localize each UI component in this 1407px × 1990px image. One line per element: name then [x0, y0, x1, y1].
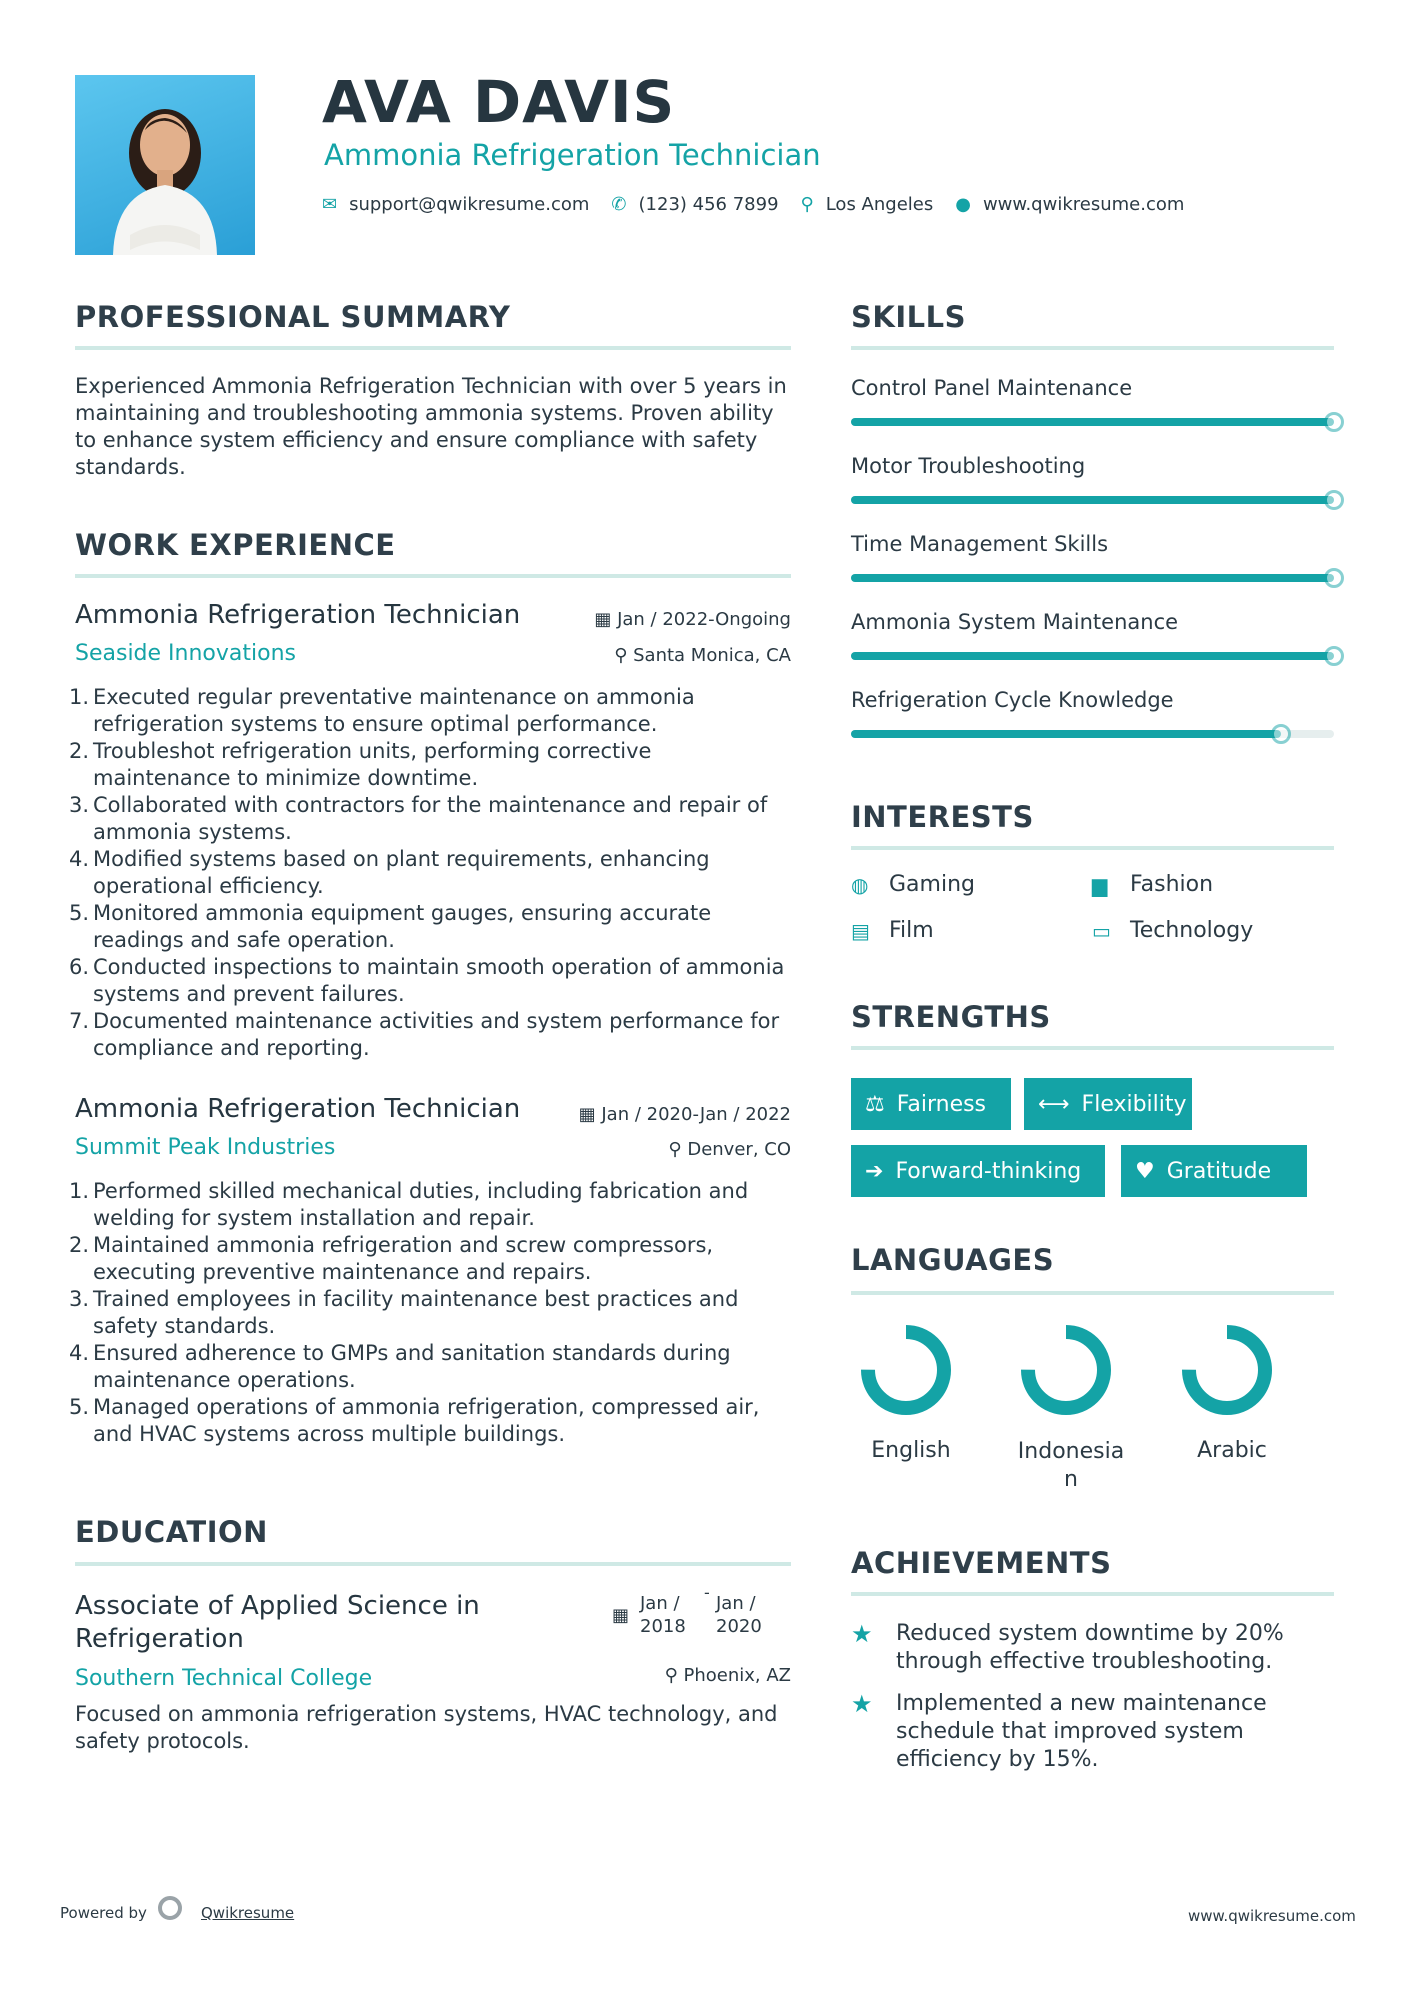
laptop-icon: ▭ [1092, 918, 1111, 943]
pushpin-icon: ⚲ [614, 645, 628, 666]
phone-text: (123) 456 7899 [638, 194, 779, 215]
achievement-item: Reduced system downtime by 20% through effective troubleshooting. [896, 1621, 1284, 1674]
job-bullets [69, 1178, 791, 1448]
list-item: 2. Maintained ammonia refrigeration and screw compressors, executing preventive maintenance and repairs. [69, 1233, 714, 1284]
achievements-divider [851, 1592, 1334, 1596]
skill-bar-knob [1324, 568, 1344, 588]
job-company: Summit Peak Industries [75, 1135, 336, 1160]
strength-chip-gratitude: ♥ Gratitude [1121, 1145, 1307, 1197]
education-location: ⚲ Phoenix, AZ [664, 1665, 791, 1686]
interest-film: ▤ Film [851, 918, 934, 943]
education-start-date: Jan / 2018 [640, 1593, 686, 1637]
job-bullets [69, 684, 791, 1062]
skill-bar-knob [1271, 724, 1291, 744]
star-icon: ★ [851, 1620, 873, 1648]
arrow-right-icon: ➔ [865, 1158, 884, 1184]
language-name: Arabic [1197, 1438, 1267, 1463]
list-item: 3. Collaborated with contractors for the maintenance and repair of ammonia systems. [69, 793, 768, 844]
list-item: 6. Conducted inspections to maintain smooth operation of ammonia systems and prevent failures. [69, 955, 785, 1006]
experience-divider [75, 574, 791, 578]
languages-divider [851, 1291, 1334, 1295]
language-ring [1018, 1322, 1114, 1418]
skill-bar-fill [851, 652, 1334, 660]
job-title: Ammonia Refrigeration Technician [75, 1094, 521, 1124]
location-text: Los Angeles [825, 194, 934, 215]
gamepad-icon: ◍ [851, 872, 869, 897]
brand-link[interactable]: Qwikresume [201, 1904, 295, 1922]
skill-name: Ammonia System Maintenance [851, 610, 1179, 634]
list-item: 4. Modified systems based on plant requirements, enhancing operational efficiency. [69, 847, 710, 898]
list-item: 4. Ensured adherence to GMPs and sanitation standards during maintenance operations. [69, 1341, 731, 1392]
skill-bar-fill [851, 496, 1334, 504]
language-name: English [871, 1438, 951, 1463]
pushpin-icon: ⚲ [668, 1139, 682, 1160]
powered-by-label: Powered by [60, 1904, 147, 1922]
list-item: 2. Troubleshot refrigeration units, performing corrective maintenance to minimize downtime. [69, 739, 652, 790]
strength-chip-flexibility: ⟷ Flexibility [1024, 1078, 1192, 1130]
skill-bar-fill [851, 418, 1334, 426]
education-heading: EDUCATION [75, 1515, 268, 1549]
skill-bar [851, 418, 1334, 426]
job-date: ▦ Jan / 2022-Ongoing [594, 609, 791, 630]
degree-title: Associate of Applied Science in Refrigeration [75, 1591, 480, 1654]
website-link[interactable]: www.qwikresume.com [982, 194, 1185, 215]
interests-heading: INTERESTS [851, 800, 1034, 834]
interest-fashion: ▆ Fashion [1092, 872, 1214, 897]
film-icon: ▤ [851, 918, 870, 943]
phone-icon: ✆ [611, 194, 627, 215]
interest-gaming: ◍ Gaming [851, 872, 975, 897]
skill-bar [851, 496, 1334, 504]
list-item: 1. Performed skilled mechanical duties, including fabrication and welding for system installation and repair. [69, 1179, 749, 1230]
skill-name: Time Management Skills [851, 532, 1109, 556]
achievement-item: Implemented a new maintenance schedule that improved system efficiency by 15%. [896, 1691, 1267, 1772]
heart-icon: ♥ [1135, 1158, 1155, 1184]
summary-heading: PROFESSIONAL SUMMARY [75, 300, 511, 334]
calendar-icon: ▦ [612, 1605, 630, 1626]
calendar-icon: ▦ [578, 1104, 596, 1125]
strengths-divider [851, 1046, 1334, 1050]
skill-bar-knob [1324, 646, 1344, 666]
skill-bar-fill [851, 730, 1281, 738]
skill-bar [851, 574, 1334, 582]
skills-heading: SKILLS [851, 300, 966, 334]
language-ring [858, 1322, 954, 1418]
strength-chip-forward-thinking: ➔ Forward-thinking [851, 1145, 1105, 1197]
skill-bar [851, 652, 1334, 660]
skills-divider [851, 346, 1334, 350]
summary-divider [75, 346, 791, 350]
job-date: ▦ Jan / 2020-Jan / 2022 [578, 1104, 791, 1125]
job-location: ⚲ Denver, CO [668, 1139, 791, 1160]
profile-photo [75, 75, 255, 255]
strengths-heading: STRENGTHS [851, 1000, 1051, 1034]
interests-divider [851, 846, 1334, 850]
job-location: ⚲ Santa Monica, CA [614, 645, 791, 666]
skill-bar [851, 730, 1334, 738]
email-link[interactable]: support@qwikresume.com [349, 194, 590, 215]
job-title: Ammonia Refrigeration Technician [75, 600, 521, 630]
list-item: 3. Trained employees in facility maintenance best practices and safety standards. [69, 1287, 739, 1338]
date-separator: - [704, 1583, 710, 1602]
calendar-icon: ▦ [594, 609, 612, 630]
arrows-horizontal-icon: ⟷ [1038, 1091, 1070, 1117]
experience-heading: WORK EXPERIENCE [75, 528, 396, 562]
skill-name: Control Panel Maintenance [851, 376, 1133, 400]
candidate-name: AVA DAVIS [322, 68, 676, 136]
education-end-date: Jan / 2020 [716, 1593, 762, 1637]
skill-name: Refrigeration Cycle Knowledge [851, 688, 1174, 712]
shopping-bag-icon: ▆ [1092, 872, 1108, 897]
list-item: 7. Documented maintenance activities and system performance for compliance and reporting. [69, 1009, 780, 1060]
candidate-title: Ammonia Refrigeration Technician [324, 138, 821, 172]
strength-chip-fairness: ⚖ Fairness [851, 1078, 1011, 1130]
job-company: Seaside Innovations [75, 641, 296, 666]
list-item: 5. Monitored ammonia equipment gauges, ensuring accurate readings and safe operation. [69, 901, 712, 952]
skill-bar-fill [851, 574, 1334, 582]
contact-bar [322, 194, 1206, 215]
footer-url[interactable]: www.qwikresume.com [1188, 1907, 1356, 1925]
education-divider [75, 1562, 791, 1566]
envelope-icon: ✉ [322, 194, 338, 215]
language-ring [1179, 1322, 1275, 1418]
star-icon: ★ [851, 1690, 873, 1718]
map-pin-icon: ⚲ [800, 194, 814, 215]
balance-scale-icon: ⚖ [865, 1091, 885, 1117]
languages-heading: LANGUAGES [851, 1243, 1055, 1277]
globe-icon: ● [955, 194, 971, 215]
list-item: 1. Executed regular preventative maintenance on ammonia refrigeration systems to ensure optimal performance. [69, 685, 695, 736]
qwikresume-logo-icon [158, 1896, 182, 1920]
language-name: Indonesia n [1017, 1439, 1125, 1492]
skill-bar-knob [1324, 490, 1344, 510]
school-name: Southern Technical College [75, 1666, 373, 1691]
pushpin-icon: ⚲ [664, 1665, 678, 1686]
interest-technology: ▭ Technology [1092, 918, 1254, 943]
skill-name: Motor Troubleshooting [851, 454, 1086, 478]
person-illustration [75, 75, 255, 255]
skill-bar-knob [1324, 412, 1344, 432]
list-item: 5. Managed operations of ammonia refrigeration, compressed air, and HVAC systems across multiple buildings. [69, 1395, 760, 1446]
summary-text: Experienced Ammonia Refrigeration Technician with over 5 years in maintaining and troubleshooting ammonia systems. Proven ability to enhance system efficiency and ensure compliance with safety standards. [75, 374, 787, 479]
education-description: Focused on ammonia refrigeration systems, HVAC technology, and safety protocols. [75, 1702, 778, 1753]
achievements-heading: ACHIEVEMENTS [851, 1546, 1112, 1580]
